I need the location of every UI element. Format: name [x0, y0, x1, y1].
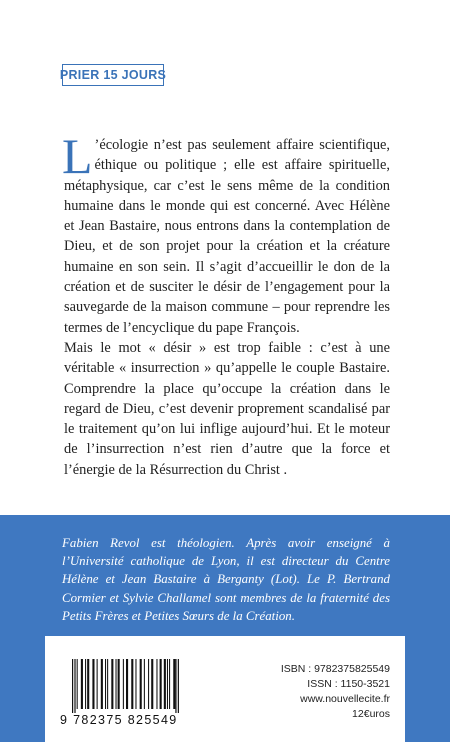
series-label: PRIER 15 JOURS	[59, 68, 167, 82]
description-paragraph-1	[62, 128, 390, 338]
barcode-bar	[92, 659, 94, 709]
barcode-bar	[156, 659, 157, 709]
description-text	[62, 128, 390, 480]
barcode-bar	[144, 659, 145, 709]
barcode-bar	[74, 659, 75, 713]
barcode-bar	[175, 659, 176, 713]
author-bio: Fabien Revol est théologien. Après avoir enseigné à l’Université catholique de Lyon, il est directeur du Centre Hélène et Jean Bastaire à Berganty (Lot). Le P. Bertrand Cormier et Sylvie Challamel sont membres de la fraternité des Petits Frères et Petites Sœurs de la Création.	[62, 536, 390, 623]
barcode-bar	[169, 659, 170, 709]
barcode-bar	[105, 659, 106, 709]
series-badge	[59, 64, 167, 86]
drop-cap: L	[62, 128, 93, 184]
barcode-bar	[167, 659, 168, 709]
barcode-bar	[118, 659, 120, 709]
barcode-bar	[140, 659, 142, 709]
barcode-bar	[164, 659, 166, 709]
barcode-bar	[85, 659, 86, 709]
barcode-bar	[160, 659, 162, 709]
website-link[interactable]: www.nouvellecite.fr	[300, 693, 390, 705]
barcode-bar	[116, 659, 117, 709]
barcode-bar	[178, 659, 179, 713]
barcode-bar	[151, 659, 153, 709]
barcode	[60, 657, 224, 727]
barcode-bar	[101, 659, 103, 709]
paragraph-1-text: ’écologie n’est pas seulement affaire scientifique, éthique ou politique ; elle est affaire spirituelle, métaphysique, car c’est le sens même de la condition humaine dans le monde qui est concerné. Avec Hélène et Jean Bastaire, nous entrons dans la contemplation de Dieu, et de son projet pour la création et la créature humaine en son sein. Il s’agit d’accueillir le don de la création et de susciter le désir de l’engagement pour la sauvegarde de la maison commune – pour reprendre les termes de l’encyclique du pape François.	[64, 137, 390, 336]
barcode-bar	[126, 659, 128, 709]
barcode-bar	[131, 659, 133, 709]
barcode-bar	[111, 659, 113, 709]
barcode-bar	[72, 659, 73, 713]
price-text: 12€uros	[352, 708, 390, 720]
barcode-bar	[77, 659, 78, 709]
barcode-bar	[148, 659, 149, 709]
isbn-text: ISBN : 9782375825549	[280, 663, 390, 675]
barcode-bars	[70, 659, 220, 713]
description-paragraph-2: Mais le mot « désir » est trop faible : c’est à une véritable « insurrection » qu’appelle le couple Bastaire. Comprendre la place qu’occupe la création dans le regard de Dieu, c’est devenir proprement scandalisé par le traitement qu’on lui inflige aujourd’hui. Et le moteur de l’insurrection n’est rien d’autre que la force et l’énergie de la Résurrection du Christ .	[64, 339, 390, 478]
barcode-bar	[173, 659, 175, 709]
barcode-bar	[81, 659, 83, 709]
barcode-bar	[107, 659, 108, 709]
barcode-bar	[97, 659, 98, 709]
barcode-bar	[135, 659, 136, 709]
barcode-bar	[123, 659, 124, 709]
barcode-digits: 9 782375 825549	[60, 713, 178, 727]
barcode-bar	[87, 659, 89, 709]
publisher-info	[281, 662, 390, 722]
issn-text: ISSN : 1150-3521	[307, 678, 390, 690]
